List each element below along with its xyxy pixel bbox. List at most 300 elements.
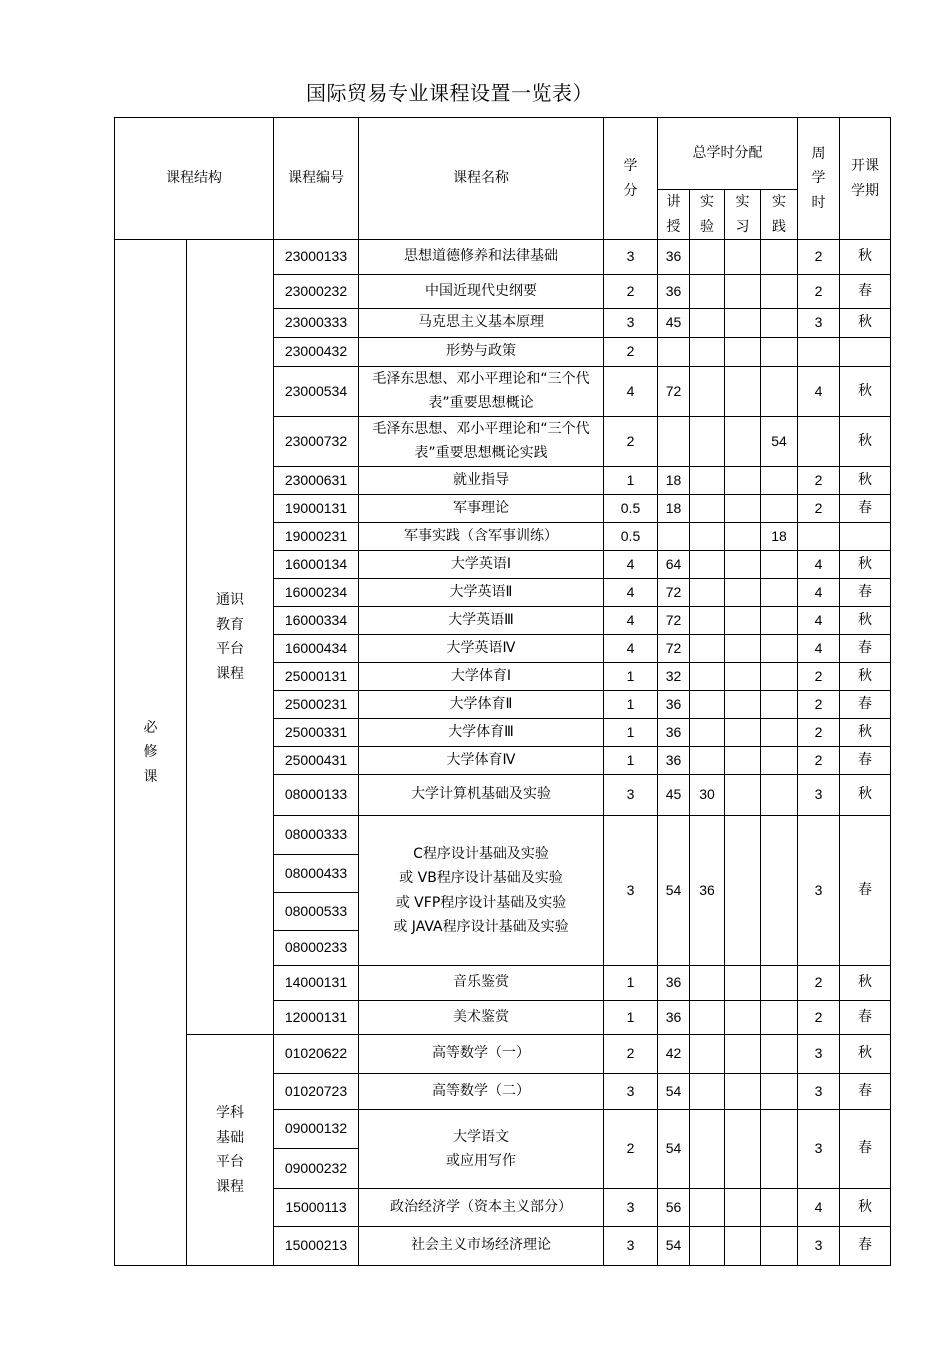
course-lecture-text: 72 bbox=[665, 639, 682, 656]
course-lab bbox=[690, 1035, 725, 1074]
course-term-text: 春 bbox=[858, 282, 872, 299]
course-code-text: 16000234 bbox=[284, 583, 348, 600]
course-intern bbox=[725, 663, 761, 691]
header-row bbox=[115, 118, 891, 190]
course-term bbox=[840, 240, 891, 275]
course-weekly bbox=[798, 551, 840, 579]
course-lecture-text: 56 bbox=[665, 1198, 682, 1215]
course-weekly bbox=[798, 495, 840, 523]
course-practice bbox=[761, 1001, 798, 1035]
course-name bbox=[359, 747, 604, 775]
course-name-line: 或 VB程序设计基础及实验 bbox=[399, 870, 563, 887]
course-name-text: 大学计算机基础及实验 bbox=[411, 786, 551, 803]
course-term-text: 秋 bbox=[858, 667, 872, 684]
course-credit bbox=[604, 338, 658, 367]
course-code bbox=[274, 1035, 359, 1074]
course-name bbox=[359, 816, 604, 966]
course-name-line: 大学语文 bbox=[453, 1128, 509, 1145]
course-practice bbox=[761, 607, 798, 635]
course-practice bbox=[761, 691, 798, 719]
course-code-text: 23000631 bbox=[284, 471, 348, 488]
course-practice bbox=[761, 816, 798, 966]
course-term-text: 秋 bbox=[858, 1198, 872, 1215]
course-term bbox=[840, 1189, 891, 1227]
course-weekly-text: 4 bbox=[814, 1198, 823, 1215]
course-weekly-text: 2 bbox=[814, 471, 823, 488]
course-weekly-text: 2 bbox=[814, 282, 823, 299]
course-weekly-text: 2 bbox=[814, 751, 823, 768]
course-code-text: 08000333 bbox=[284, 826, 348, 843]
course-practice bbox=[761, 523, 798, 551]
course-term-text: 春 bbox=[858, 639, 872, 656]
course-credit bbox=[604, 1035, 658, 1074]
course-term-text: 秋 bbox=[858, 314, 872, 331]
course-code bbox=[274, 635, 359, 663]
course-credit bbox=[604, 775, 658, 816]
course-name bbox=[359, 607, 604, 635]
course-credit bbox=[604, 309, 658, 338]
course-lecture-text: 54 bbox=[665, 881, 682, 898]
course-term bbox=[840, 1035, 891, 1074]
course-term bbox=[840, 551, 891, 579]
course-term bbox=[840, 607, 891, 635]
course-code-text: 16000334 bbox=[284, 611, 348, 628]
discipline-platform-label-text: 学科基础平台课程 bbox=[215, 1105, 244, 1195]
course-weekly-text: 3 bbox=[814, 1082, 823, 1099]
course-credit-text: 3 bbox=[626, 1198, 635, 1215]
course-term-text: 秋 bbox=[858, 611, 872, 628]
course-lecture bbox=[658, 719, 690, 747]
course-practice bbox=[761, 338, 798, 367]
course-code-text: 25000131 bbox=[284, 667, 348, 684]
course-name-text: 军事实践（含军事训练） bbox=[404, 527, 558, 544]
course-code bbox=[274, 1074, 359, 1110]
course-credit bbox=[604, 240, 658, 275]
course-credit-text: 3 bbox=[626, 248, 635, 265]
course-term bbox=[840, 1001, 891, 1035]
course-lab bbox=[690, 1074, 725, 1110]
course-term bbox=[840, 467, 891, 495]
course-lecture bbox=[658, 966, 690, 1001]
course-weekly bbox=[798, 607, 840, 635]
course-name bbox=[359, 775, 604, 816]
course-name-text: 毛泽东思想、邓小平理论和“三个代表”重要思想概论 bbox=[372, 371, 590, 411]
course-weekly bbox=[798, 1074, 840, 1110]
course-weekly bbox=[798, 523, 840, 551]
course-weekly-text: 3 bbox=[814, 314, 823, 331]
general-platform-label bbox=[187, 240, 274, 1035]
course-weekly-text: 4 bbox=[814, 639, 823, 656]
course-code bbox=[274, 1110, 359, 1149]
course-credit-text: 1 bbox=[626, 695, 635, 712]
course-code-text: 23000732 bbox=[284, 432, 348, 449]
course-practice bbox=[761, 417, 798, 467]
course-name bbox=[359, 367, 604, 417]
course-weekly bbox=[798, 1110, 840, 1189]
course-code bbox=[274, 966, 359, 1001]
course-intern bbox=[725, 579, 761, 607]
course-term-text: 春 bbox=[858, 751, 872, 768]
course-lecture-text: 45 bbox=[665, 314, 682, 331]
course-code bbox=[274, 607, 359, 635]
course-name-text: 高等数学（一） bbox=[432, 1045, 530, 1062]
course-lecture bbox=[658, 367, 690, 417]
course-credit bbox=[604, 719, 658, 747]
course-weekly-text: 2 bbox=[814, 974, 823, 991]
course-weekly bbox=[798, 663, 840, 691]
course-practice bbox=[761, 1035, 798, 1074]
course-lecture bbox=[658, 1110, 690, 1189]
course-weekly bbox=[798, 1227, 840, 1266]
course-term bbox=[840, 367, 891, 417]
course-credit-text: 3 bbox=[626, 881, 635, 898]
course-code bbox=[274, 663, 359, 691]
course-code-text: 23000534 bbox=[284, 382, 348, 399]
course-name bbox=[359, 1110, 604, 1189]
course-code-text: 19000131 bbox=[284, 499, 348, 516]
course-practice bbox=[761, 775, 798, 816]
course-name bbox=[359, 635, 604, 663]
header-lecture: 讲授 bbox=[658, 190, 690, 240]
course-name bbox=[359, 966, 604, 1001]
course-lecture bbox=[658, 816, 690, 966]
course-lecture bbox=[658, 240, 690, 275]
course-lecture bbox=[658, 309, 690, 338]
course-intern bbox=[725, 467, 761, 495]
course-lecture-text: 36 bbox=[665, 282, 682, 299]
course-name bbox=[359, 1001, 604, 1035]
course-weekly bbox=[798, 367, 840, 417]
course-code bbox=[274, 747, 359, 775]
course-lecture-text: 54 bbox=[665, 1082, 682, 1099]
course-credit bbox=[604, 579, 658, 607]
course-name bbox=[359, 338, 604, 367]
course-lab bbox=[690, 467, 725, 495]
course-weekly bbox=[798, 417, 840, 467]
course-lab bbox=[690, 523, 725, 551]
course-weekly-text: 2 bbox=[814, 695, 823, 712]
course-credit bbox=[604, 1189, 658, 1227]
course-lecture-text: 64 bbox=[665, 555, 682, 572]
course-term-text: 春 bbox=[858, 499, 872, 516]
course-weekly bbox=[798, 635, 840, 663]
course-credit-text: 1 bbox=[626, 667, 635, 684]
course-name-text: 毛泽东思想、邓小平理论和“三个代表”重要思想概论实践 bbox=[372, 421, 590, 461]
course-weekly bbox=[798, 1001, 840, 1035]
course-code bbox=[274, 931, 359, 966]
course-code-text: 08000533 bbox=[284, 902, 348, 919]
course-weekly bbox=[798, 816, 840, 966]
course-practice bbox=[761, 309, 798, 338]
course-practice bbox=[761, 1227, 798, 1266]
course-code bbox=[274, 338, 359, 367]
course-practice bbox=[761, 1074, 798, 1110]
course-code bbox=[274, 1227, 359, 1266]
course-name-text: 大学体育Ⅳ bbox=[446, 751, 516, 768]
course-lecture-text: 18 bbox=[665, 471, 682, 488]
course-term-text: 秋 bbox=[858, 432, 872, 449]
course-lecture bbox=[658, 1001, 690, 1035]
course-term-text: 春 bbox=[858, 1140, 872, 1157]
course-lab bbox=[690, 579, 725, 607]
course-code-text: 14000131 bbox=[284, 974, 348, 991]
course-weekly-text: 3 bbox=[814, 1237, 823, 1254]
course-intern bbox=[725, 719, 761, 747]
table-body bbox=[115, 118, 891, 1266]
course-lecture bbox=[658, 1189, 690, 1227]
course-term bbox=[840, 338, 891, 367]
course-intern bbox=[725, 495, 761, 523]
course-code-text: 09000132 bbox=[284, 1120, 348, 1137]
course-lab bbox=[690, 551, 725, 579]
course-lecture-text: 72 bbox=[665, 611, 682, 628]
course-lecture bbox=[658, 775, 690, 816]
header-intern: 实习 bbox=[725, 190, 761, 240]
course-code bbox=[274, 417, 359, 467]
course-weekly-text: 2 bbox=[814, 248, 823, 265]
course-term bbox=[840, 523, 891, 551]
course-lab bbox=[690, 816, 725, 966]
course-code-text: 23000333 bbox=[284, 314, 348, 331]
course-term bbox=[840, 747, 891, 775]
table-row bbox=[115, 1035, 891, 1074]
header-credit: 学分 bbox=[604, 118, 658, 240]
course-credit bbox=[604, 523, 658, 551]
course-lab-text: 36 bbox=[699, 881, 715, 898]
course-name-text: 军事理论 bbox=[453, 499, 509, 516]
course-credit-text: 1 bbox=[626, 723, 635, 740]
course-lab bbox=[690, 495, 725, 523]
course-code bbox=[274, 551, 359, 579]
course-weekly bbox=[798, 966, 840, 1001]
course-code bbox=[274, 367, 359, 417]
course-name bbox=[359, 1227, 604, 1266]
course-weekly-text: 3 bbox=[814, 1140, 823, 1157]
course-credit-text: 2 bbox=[626, 1140, 635, 1157]
course-lecture-text: 45 bbox=[665, 786, 682, 803]
course-code bbox=[274, 1149, 359, 1189]
course-code bbox=[274, 1189, 359, 1227]
course-practice bbox=[761, 966, 798, 1001]
course-lecture bbox=[658, 1074, 690, 1110]
course-lecture bbox=[658, 495, 690, 523]
general-platform-label-text: 通识教育平台课程 bbox=[215, 592, 244, 682]
course-name-line: 或应用写作 bbox=[446, 1153, 516, 1170]
course-intern bbox=[725, 966, 761, 1001]
required-group-label-text: 必修课 bbox=[143, 719, 158, 785]
course-name-text: 大学英语Ⅳ bbox=[446, 639, 516, 656]
course-name-line: 或 JAVA程序设计基础及实验 bbox=[393, 919, 569, 936]
course-weekly-text: 3 bbox=[814, 881, 823, 898]
course-name-text: 马克思主义基本原理 bbox=[418, 314, 544, 331]
course-weekly bbox=[798, 775, 840, 816]
course-lecture bbox=[658, 275, 690, 309]
course-code bbox=[274, 275, 359, 309]
course-weekly bbox=[798, 309, 840, 338]
course-intern bbox=[725, 816, 761, 966]
course-intern bbox=[725, 1074, 761, 1110]
course-name bbox=[359, 719, 604, 747]
course-weekly-text: 2 bbox=[814, 499, 823, 516]
course-code-text: 15000213 bbox=[284, 1237, 348, 1254]
course-term-text: 秋 bbox=[858, 786, 872, 803]
course-name bbox=[359, 495, 604, 523]
course-weekly-text: 2 bbox=[814, 723, 823, 740]
course-code-text: 19000231 bbox=[284, 527, 348, 544]
course-name-text: 政治经济学（资本主义部分） bbox=[390, 1198, 572, 1215]
course-code-text: 16000434 bbox=[284, 639, 348, 656]
course-lecture-text: 72 bbox=[665, 382, 682, 399]
course-term bbox=[840, 275, 891, 309]
course-term-text: 春 bbox=[858, 1008, 872, 1025]
course-lab bbox=[690, 607, 725, 635]
course-name-text: 中国近现代史纲要 bbox=[425, 282, 537, 299]
course-weekly bbox=[798, 467, 840, 495]
header-code: 课程编号 bbox=[274, 118, 359, 240]
course-credit-text: 0.5 bbox=[620, 527, 641, 544]
course-lecture-text: 36 bbox=[665, 751, 682, 768]
course-lecture bbox=[658, 691, 690, 719]
course-name-text: 大学英语Ⅲ bbox=[448, 611, 514, 628]
course-term bbox=[840, 775, 891, 816]
course-code bbox=[274, 855, 359, 893]
course-code bbox=[274, 775, 359, 816]
course-intern bbox=[725, 309, 761, 338]
course-name bbox=[359, 309, 604, 338]
course-intern bbox=[725, 338, 761, 367]
course-practice bbox=[761, 275, 798, 309]
course-intern bbox=[725, 1001, 761, 1035]
course-lecture bbox=[658, 747, 690, 775]
course-lecture bbox=[658, 551, 690, 579]
course-credit-text: 3 bbox=[626, 1237, 635, 1254]
course-term bbox=[840, 417, 891, 467]
course-name bbox=[359, 663, 604, 691]
course-weekly-text: 3 bbox=[814, 786, 823, 803]
course-code bbox=[274, 467, 359, 495]
course-weekly bbox=[798, 1189, 840, 1227]
course-term bbox=[840, 1227, 891, 1266]
course-name bbox=[359, 275, 604, 309]
course-term bbox=[840, 691, 891, 719]
course-lecture-text: 36 bbox=[665, 248, 682, 265]
course-code bbox=[274, 719, 359, 747]
course-credit-text: 1 bbox=[626, 751, 635, 768]
course-term bbox=[840, 816, 891, 966]
course-lecture bbox=[658, 417, 690, 467]
course-lab bbox=[690, 1227, 725, 1266]
course-weekly bbox=[798, 747, 840, 775]
course-lab bbox=[690, 775, 725, 816]
course-name-text: 大学体育Ⅰ bbox=[450, 667, 512, 684]
course-weekly-text: 4 bbox=[814, 382, 823, 399]
course-term bbox=[840, 309, 891, 338]
course-practice bbox=[761, 551, 798, 579]
course-credit bbox=[604, 1001, 658, 1035]
course-credit bbox=[604, 467, 658, 495]
course-code bbox=[274, 691, 359, 719]
course-code-text: 16000134 bbox=[284, 555, 348, 572]
course-code-text: 08000233 bbox=[284, 939, 348, 956]
course-lecture-text: 36 bbox=[665, 723, 682, 740]
course-lab bbox=[690, 367, 725, 417]
course-lecture-text: 36 bbox=[665, 695, 682, 712]
course-code-text: 01020723 bbox=[284, 1082, 348, 1099]
course-name-text: 社会主义市场经济理论 bbox=[411, 1237, 551, 1254]
course-credit-text: 3 bbox=[626, 1082, 635, 1099]
course-term bbox=[840, 1074, 891, 1110]
required-group-label bbox=[115, 240, 187, 1266]
course-intern bbox=[725, 551, 761, 579]
course-name bbox=[359, 551, 604, 579]
course-credit-text: 0.5 bbox=[620, 499, 641, 516]
course-credit bbox=[604, 663, 658, 691]
course-code-text: 25000231 bbox=[284, 695, 348, 712]
course-name bbox=[359, 523, 604, 551]
course-term-text: 秋 bbox=[858, 248, 872, 265]
course-lecture bbox=[658, 607, 690, 635]
course-name bbox=[359, 1035, 604, 1074]
course-credit-text: 2 bbox=[626, 432, 635, 449]
course-intern bbox=[725, 607, 761, 635]
course-lab bbox=[690, 1189, 725, 1227]
header-structure: 课程结构 bbox=[115, 118, 274, 240]
course-intern bbox=[725, 1035, 761, 1074]
course-term bbox=[840, 495, 891, 523]
course-weekly-text: 2 bbox=[814, 1008, 823, 1025]
course-code bbox=[274, 240, 359, 275]
course-lab-text: 30 bbox=[699, 786, 715, 803]
table-row bbox=[115, 240, 891, 275]
course-lab bbox=[690, 747, 725, 775]
course-name-text: 形势与政策 bbox=[446, 343, 516, 360]
course-intern bbox=[725, 635, 761, 663]
course-lecture-text: 54 bbox=[665, 1237, 682, 1254]
course-lab bbox=[690, 417, 725, 467]
course-intern bbox=[725, 691, 761, 719]
course-name-text: 大学体育Ⅱ bbox=[449, 695, 513, 712]
course-intern bbox=[725, 1189, 761, 1227]
course-weekly bbox=[798, 579, 840, 607]
course-intern bbox=[725, 523, 761, 551]
course-name bbox=[359, 691, 604, 719]
course-practice bbox=[761, 635, 798, 663]
course-credit-text: 4 bbox=[626, 583, 635, 600]
course-weekly bbox=[798, 1035, 840, 1074]
course-lecture bbox=[658, 635, 690, 663]
course-credit-text: 1 bbox=[626, 974, 635, 991]
course-weekly bbox=[798, 691, 840, 719]
course-name-text: 大学体育Ⅲ bbox=[448, 723, 514, 740]
course-credit bbox=[604, 966, 658, 1001]
course-name bbox=[359, 1189, 604, 1227]
course-credit-text: 4 bbox=[626, 611, 635, 628]
course-name-text: 大学英语Ⅱ bbox=[449, 583, 513, 600]
course-credit-text: 3 bbox=[626, 314, 635, 331]
course-code-text: 23000232 bbox=[284, 282, 348, 299]
course-lecture-text: 36 bbox=[665, 1008, 682, 1025]
course-term-text: 春 bbox=[858, 695, 872, 712]
course-term-text: 春 bbox=[858, 583, 872, 600]
course-table bbox=[114, 117, 891, 1266]
course-name-text: 高等数学（二） bbox=[432, 1082, 530, 1099]
header-weekly: 周学时 bbox=[798, 118, 840, 240]
course-code-text: 01020622 bbox=[284, 1045, 348, 1062]
course-name-line: C程序设计基础及实验 bbox=[413, 845, 549, 862]
course-credit bbox=[604, 417, 658, 467]
course-intern bbox=[725, 1110, 761, 1189]
header-term: 开课学期 bbox=[840, 118, 891, 240]
